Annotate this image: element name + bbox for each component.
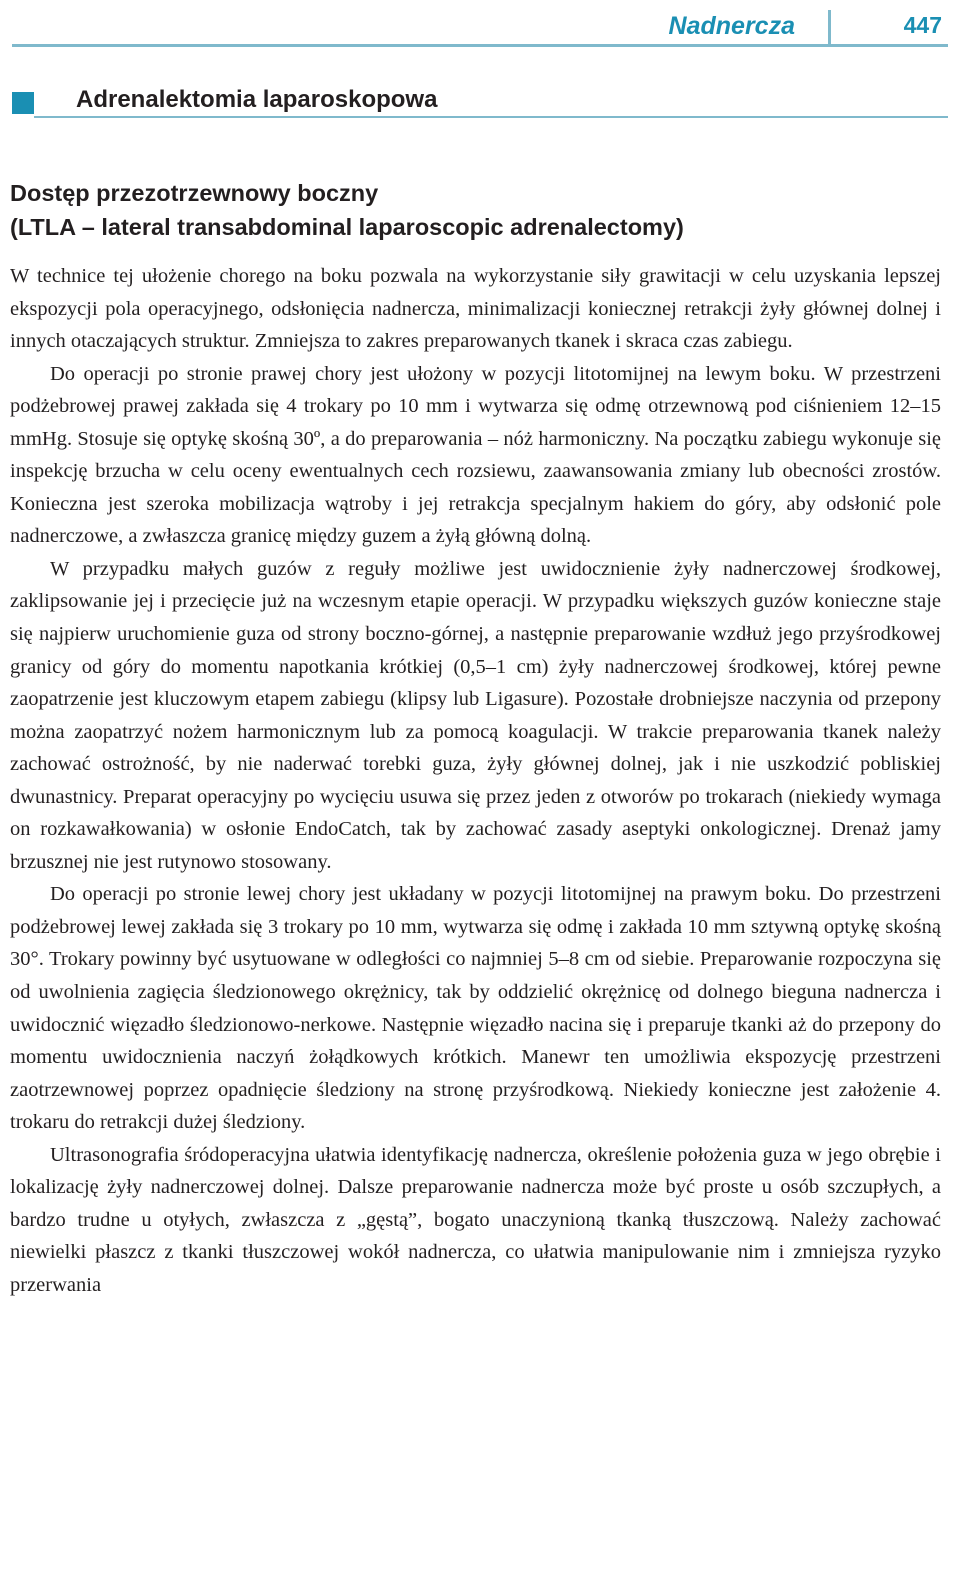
header-separator xyxy=(828,10,831,45)
subsection-title-line-2: (LTLA – lateral transabdominal laparoscopic adrenalectomy) xyxy=(10,214,684,240)
section-title: Adrenalektomia laparoskopowa xyxy=(76,86,438,113)
subsection-title-line-1: Dostęp przezotrzewnowy boczny xyxy=(10,180,379,206)
chapter-title: Nadnercza xyxy=(668,12,795,40)
running-header xyxy=(0,0,960,60)
section-marker-icon xyxy=(12,92,34,114)
page-number: 447 xyxy=(903,12,942,38)
paragraph: W technice tej ułożenie chorego na boku pozwala na wykorzystanie siły grawitacji w celu uzyskania lepszej ekspozycji pola operacyjnego, odsłonięcia nadnercza, minimalizacji koniecznej retrakcji żyły głównej dolnej i innych otaczających struktur. Zmniejsza to zakres preparowanych tkanek i skraca czas zabiegu. xyxy=(10,265,941,353)
header-rule xyxy=(12,44,948,47)
paragraph: Ultrasonografia śródoperacyjna ułatwia identyfikację nadnercza, określenie położenia guza w jego obrębie i lokalizację żyły nadnerczowej dolnej. Dalsze preparowanie nadnercza może być proste u osób szczupłych, a bardzo trudne u otyłych, zwłaszcza z „gęstą”, bogato unaczynioną tkanką tłuszczową. Należy zachować niewielki płaszcz z tkanki tłuszczowej wokół nadnercza, co ułatwia manipulowanie nim i zmniejsza ryzyko przerwania xyxy=(10,1143,941,1296)
paragraph: W przypadku małych guzów z reguły możliwe jest uwidocznienie żyły nadnerczowej środkowej, zaklipsowanie jej i przecięcie już na wczesnym etapie operacji. W przypadku większych guzów konieczne staje się najpierw uruchomienie guza od strony boczno-górnej, a następnie preparowanie wzdłuż jego przyśrodkowej granicy od góry do momentu napotkania krótkiej (0,5–1 cm) żyły nadnerczowej środkowej, której pewne zaopatrzenie jest kluczowym etapem zabiegu (klipsy lub Ligasure). Pozostałe drobniejsze naczynia od przepony można zaopatrzyć nożem harmonicznym lub za pomocą koagulacji. W trakcie preparowania tkanek należy zachować ostrożność, by nie naderwać torebki guza, żyły głównej dolnej, jak i nie uszkodzić pobliskiej dwunastnicy. Preparat operacyjny po wycięciu usuwa się przez jeden z otworów po trokarach (niekiedy wymaga on rozkawałkowania) w osłonie EndoCatch, tak by zachować zasady aseptyki onkologicznej. Drenaż jamy brzusznej nie jest rutynowo stosowany. xyxy=(10,557,941,873)
paragraph: Do operacji po stronie lewej chory jest układany w pozycji litotomijnej na prawym boku. Do przestrzeni podżebrowej lewej zakłada się 3 trokary po 10 mm, wytwarza się odmę i zakłada 10 mm sztywną optykę skośną 30°. Trokary powinny być usytuowane w odległości co najmniej 5–8 cm od siebie. Preparowanie rozpoczyna się od uwolnienia zagięcia śledzionowego okrężnicy, tak by oddzielić okrężnicę od dolnego bieguna nadnercza i uwidocznić więzadło śledzionowo-nerkowe. Następnie więzadło nacina się i preparuje tkanki aż do przepony do momentu uwidocznienia naczyń żołądkowych krótkich. Manewr ten umożliwia ekspozycję przestrzeni zaotrzewnowej poprzez opadnięcie śledziony na stronę przyśrodkową. Niekiedy konieczne jest założenie 4. trokaru do retrakcji dużej śledziony. xyxy=(10,883,941,1134)
section-rule xyxy=(34,116,948,118)
subsection-heading xyxy=(10,176,950,244)
body-text xyxy=(10,260,941,1302)
paragraph: Do operacji po stronie prawej chory jest ułożony w pozycji litotomijnej na lewym boku. W przestrzeni podżebrowej prawej zakłada się 4 trokary po 10 mm i wytwarza się odmę otrzewnową pod ciśnieniem 12–15 mmHg. Stosuje się optykę skośną 30º, a do preparowania – nóż harmoniczny. Na początku zabiegu wykonuje się inspekcję brzucha w celu oceny ewentualnych cech rozsiewu, zaawansowania zmiany lub obecności zrostów. Konieczna jest szeroka mobilizacja wątroby i jej retrakcja specjalnym hakiem do góry, aby odsłonić pole nadnerczowe, a zwłaszcza granicę między guzem a żyłą główną dolną. xyxy=(10,362,941,548)
